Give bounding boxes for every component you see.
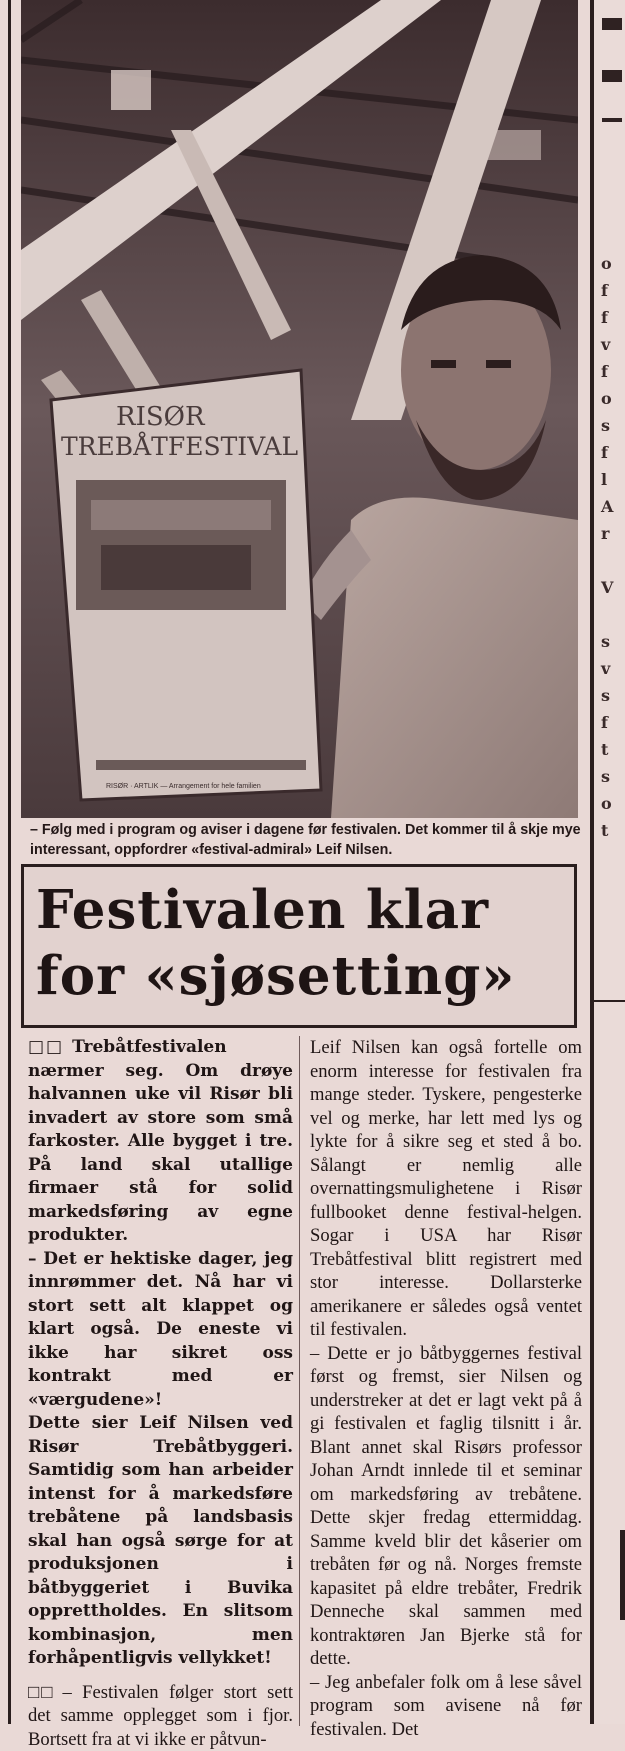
lead-text: Trebåtfestivalen nærmer seg. Om drøye halvannen uke vil Risør bli invadert av store som små farkoster. Alle bygget i tre. På land skal utallige firmaer stå for solid markedsføring av egne produkter. bbox=[28, 1037, 293, 1245]
adjacent-rule bbox=[594, 1000, 625, 1002]
adjacent-letter: o bbox=[601, 790, 623, 817]
adjacent-letter: A bbox=[601, 493, 623, 520]
paragraph-marker: □□ bbox=[28, 1036, 64, 1060]
adjacent-letter: s bbox=[601, 763, 623, 790]
adjacent-letter bbox=[601, 547, 623, 574]
lead-paragraph bbox=[28, 1036, 293, 1248]
body-text-2: – Festivalen følger stort sett det samme opplegget som i fjor. Bortsett fra at vi ikke er påtvun- bbox=[28, 1682, 293, 1750]
adjacent-letter: r bbox=[601, 520, 623, 547]
adjacent-letter: v bbox=[601, 331, 623, 358]
adjacent-letter: f bbox=[601, 304, 623, 331]
column-divider bbox=[299, 1036, 300, 1726]
adjacent-headline-fragment bbox=[598, 0, 625, 130]
right-paragraph-2: – Dette er jo båtbyggernes festival først og fremst, sier Nilsen og understreker at det er lagt vekt på å gi festivalen et faglig tilsnitt i år. Blant annet skal Risørs professor Johan Arndt innlede til et seminar om markedsføring av trebåtene. Dette skjer fredag ettermiddag. Samme kveld blir det kåserier om trebåten før og nå. Norges fremste kapasitet på eldre trebåter, Fredrik Denneche skal sammen med kontraktøren Jan Bjerke stå for dette. bbox=[310, 1342, 582, 1671]
right-paragraph-1: Leif Nilsen kan også fortelle om enorm interesse for festivalen fra mange steder. Tyskere, pengesterke vel og merke, har lett med lys og lykte for å sikre seg et sted å bo. Sålangt er nemlig alle overnattingsmulighetene i Risør fullbooket denne festival-helgen. Sogar i USA har Risør Trebåtfestival blitt registrert med stor interesse. Dollarsterke amerikanere er således også ventet til festivalen. bbox=[310, 1036, 582, 1342]
adjacent-column-letters bbox=[601, 250, 623, 844]
photo-caption: – Følg med i program og aviser i dagene før festivalen. Det kommer til å skje mye interessant, oppfordrer «festival-admiral» Leif Nilsen. bbox=[30, 820, 590, 860]
adjacent-letter: s bbox=[601, 628, 623, 655]
adjacent-letter: o bbox=[601, 385, 623, 412]
poster-title-1: RISØR bbox=[116, 402, 206, 432]
right-paragraph-3: – Jeg anbefaler folk om å lese såvel program som avisene nå før festivalen. Det bbox=[310, 1671, 582, 1742]
adjacent-letter: t bbox=[601, 736, 623, 763]
festival-poster bbox=[51, 370, 321, 800]
news-photo bbox=[21, 0, 578, 818]
body-paragraph-2 bbox=[28, 1681, 293, 1751]
poster-title-2: TREBÅTFESTIVAL bbox=[61, 431, 298, 461]
adjacent-letter: s bbox=[601, 682, 623, 709]
adjacent-letter bbox=[601, 601, 623, 628]
quote-paragraph: – Det er hektiske dager, jeg innrømmer det. Nå har vi stort sett alt klappet og klart også. De eneste vi ikke har sikret oss kontrakt med er «værgudene»! bbox=[28, 1248, 293, 1413]
poster-footer: RISØR · ARTLIK — Arrangement for hele familien bbox=[106, 783, 261, 790]
body-paragraph: Dette sier Leif Nilsen ved Risør Trebåtbyggeri. Samtidig som han arbeider intenst for å markedsføre trebåtene på landsbasis skal han også sørge for at produksjonen i båtbyggeriet i Buvika opprettholdes. En slitsom kombinasjon, men forhåpentligvis vellykket! bbox=[28, 1412, 293, 1671]
article-headline: Festivalen klar for «sjøsetting» bbox=[36, 877, 566, 1009]
right-border-rule bbox=[590, 0, 594, 1724]
adjacent-letter: f bbox=[601, 358, 623, 385]
article-column-right bbox=[310, 1036, 582, 1741]
adjacent-bar bbox=[620, 1530, 625, 1620]
adjacent-letter: o bbox=[601, 250, 623, 277]
adjacent-letter: f bbox=[601, 277, 623, 304]
left-border-rule bbox=[8, 0, 11, 1724]
adjacent-letter: f bbox=[601, 439, 623, 466]
adjacent-letter: f bbox=[601, 709, 623, 736]
adjacent-letter: l bbox=[601, 466, 623, 493]
article-column-left bbox=[28, 1036, 293, 1751]
paragraph-marker-2: □□ bbox=[28, 1681, 54, 1705]
headline-box bbox=[21, 864, 577, 1028]
adjacent-letter: V bbox=[601, 574, 623, 601]
adjacent-letter: s bbox=[601, 412, 623, 439]
adjacent-letter: v bbox=[601, 655, 623, 682]
adjacent-letter: t bbox=[601, 817, 623, 844]
